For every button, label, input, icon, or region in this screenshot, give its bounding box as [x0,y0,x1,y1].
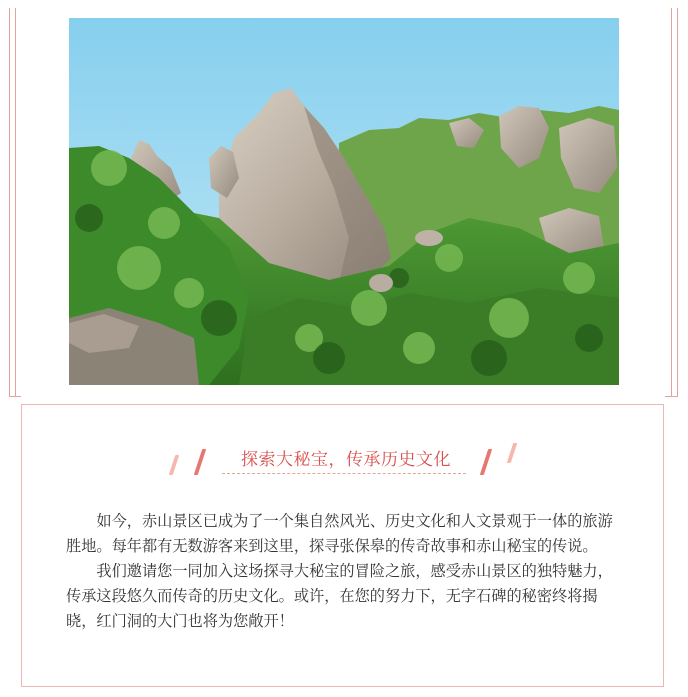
paragraph-2: 我们邀请您一同加入这场探寻大秘宝的冒险之旅，感受赤山景区的独特魅力，传承这段悠久而传奇的历史文化。或许，在您的努力下，无字石碑的秘密终将揭晓，红门洞的大门也将为您敞开！ [66,562,613,630]
body-text [66,509,626,634]
left-slash-dark-decoration [194,449,206,475]
left-slash-light-decoration [169,455,179,475]
right-slash-light-decoration [507,443,517,463]
section-heading: 探索大秘宝，传承历史文化 [241,450,451,470]
frame-line-left-inner [15,8,16,396]
frame-line-right-inner [671,8,672,396]
right-slash-dark-decoration [480,449,492,475]
landscape-photo [69,18,619,385]
section-heading-block [22,441,665,481]
small-boulder-2 [415,230,443,246]
heading-dashed-underline [222,473,466,474]
frame-line-bottom-right [665,396,678,397]
small-boulder [369,274,393,292]
frame-line-right-outer [677,8,678,396]
frame-line-left-outer [9,8,10,396]
content-card [21,404,664,687]
paragraph-1: 如今，赤山景区已成为了一个集自然风光、历史文化和人文景观于一体的旅游胜地。每年都有无数游客来到这里，探寻张保皋的传奇故事和赤山秘宝的传说。 [66,512,613,555]
frame-line-bottom-left [9,396,21,397]
